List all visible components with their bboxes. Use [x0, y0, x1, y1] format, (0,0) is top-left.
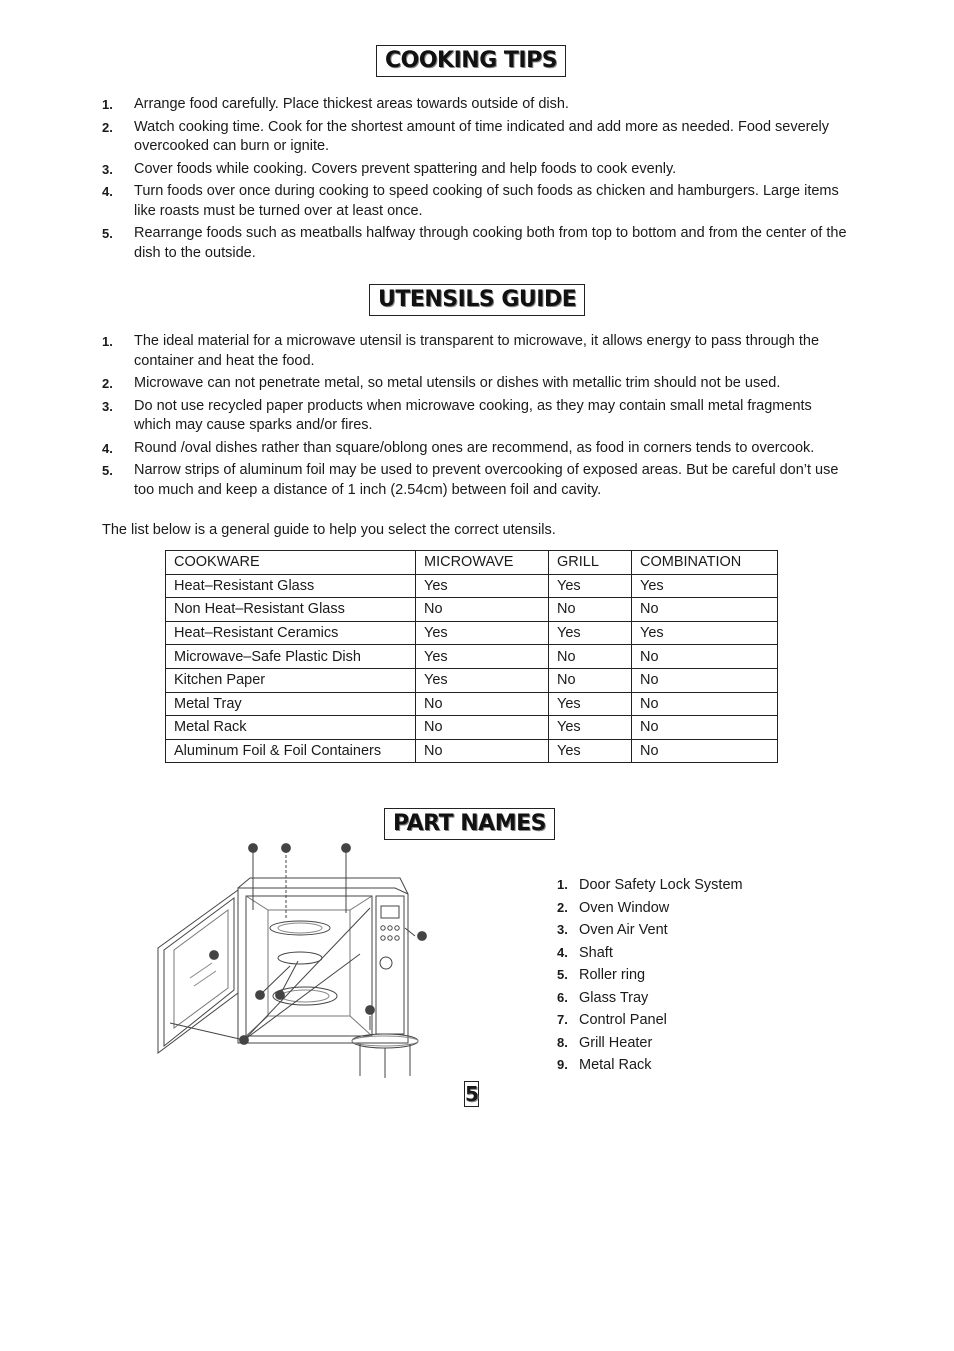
table-row	[166, 574, 778, 598]
table-cell: Heat–Resistant Glass	[166, 574, 416, 598]
table-cell: Yes	[549, 739, 632, 763]
table-cell: Yes	[632, 574, 778, 598]
svg-text:1: 1	[241, 1036, 247, 1045]
list-item: 9. Metal Rack	[557, 1057, 652, 1073]
list-item: 4. Shaft	[557, 944, 613, 961]
list-item: 1. Door Safety Lock System	[557, 877, 743, 893]
list-item: 4. Turn foods over once during cooking to speed cooking of such foods as chicken and hamburgers. Large items like roasts must be turned over at least once.	[102, 183, 839, 219]
table-cell: Metal Tray	[166, 692, 416, 716]
utensils-intro: The list below is a general guide to help you select the correct utensils.	[102, 522, 556, 538]
svg-text:7: 7	[419, 932, 425, 941]
table-cell: No	[549, 598, 632, 622]
table-row	[166, 598, 778, 622]
list-item: 3. Oven Air Vent	[557, 922, 668, 938]
utensils-guide-list	[102, 332, 847, 503]
list-item: 7. Control Panel	[557, 1012, 667, 1028]
list-item: 2. Microwave can not penetrate metal, so metal utensils or dishes with metallic trim should not be used.	[102, 375, 781, 391]
table-cell: Yes	[632, 621, 778, 645]
list-item: 3. Cover foods while cooking. Covers prevent spattering and help foods to cook evenly.	[102, 160, 677, 177]
list-item: 1. Arrange food carefully. Place thickest areas towards outside of dish.	[102, 96, 569, 112]
table-row	[166, 645, 778, 669]
table-cell: Non Heat–Resistant Glass	[166, 598, 416, 622]
svg-text:9: 9	[367, 1006, 373, 1015]
table-cell: No	[632, 739, 778, 763]
svg-text:8: 8	[250, 844, 256, 853]
table-cell: Aluminum Foil & Foil Containers	[166, 739, 416, 763]
table-cell: No	[549, 668, 632, 692]
table-cell: No	[632, 668, 778, 692]
table-cell: No	[549, 645, 632, 669]
utensils-guide-heading: UTENSILS GUIDE	[369, 284, 585, 316]
microwave-diagram	[150, 838, 440, 1083]
table-cell: Microwave–Safe Plastic Dish	[166, 645, 416, 669]
list-item: 5. Rearrange foods such as meatballs halfway through cooking both from top to bottom and from the center of the dish to the outside.	[102, 225, 847, 261]
list-item: 5. Roller ring	[557, 967, 646, 983]
table-cell: No	[632, 645, 778, 669]
part-names-heading: PART NAMES	[384, 808, 555, 840]
svg-text:3: 3	[343, 844, 349, 853]
list-item: 6. Glass Tray	[557, 989, 649, 1006]
table-header-cell: MICROWAVE	[416, 551, 549, 575]
table-cell: Yes	[416, 621, 549, 645]
page-number: 5	[465, 1082, 479, 1106]
table-cell: Yes	[549, 692, 632, 716]
table-cell: Yes	[416, 645, 549, 669]
table-header-cell: COOKWARE	[166, 551, 416, 575]
table-cell: Yes	[416, 574, 549, 598]
list-item: 3. Do not use recycled paper products when microwave cooking, as they may contain small metal fragments which may cause sparks and/or fires.	[102, 397, 812, 433]
table-cell: Metal Rack	[166, 716, 416, 740]
table-cell: Heat–Resistant Ceramics	[166, 621, 416, 645]
table-cell: No	[416, 692, 549, 716]
list-item: 1. The ideal material for a microwave utensil is transparent to microwave, it allows energy to pass through the container and heat the food.	[102, 333, 820, 369]
part-names-list	[557, 874, 743, 1077]
svg-text:6: 6	[283, 844, 289, 853]
table-cell: Yes	[549, 716, 632, 740]
table-cell: No	[632, 716, 778, 740]
table-cell: Kitchen Paper	[166, 668, 416, 692]
table-cell: No	[416, 716, 549, 740]
table-row	[166, 692, 778, 716]
table-cell: Yes	[416, 668, 549, 692]
table-row	[166, 716, 778, 740]
table-cell: No	[632, 692, 778, 716]
table-row	[166, 668, 778, 692]
svg-text:5: 5	[257, 991, 263, 1000]
cooking-tips-heading: COOKING TIPS	[376, 45, 566, 77]
list-item: 5. Narrow strips of aluminum foil may be used to prevent overcooking of exposed areas. But be careful don’t use too much and keep a distance of 1 inch (2.54cm) between foil and cavity.	[102, 462, 839, 498]
svg-text:4: 4	[277, 991, 283, 1000]
table-cell: No	[632, 598, 778, 622]
list-item: 8. Grill Heater	[557, 1034, 653, 1051]
cooking-tips-list	[102, 95, 847, 266]
list-item: 4. Round /oval dishes rather than square/oblong ones are recommend, as food in corners tends to overcook.	[102, 439, 815, 456]
list-item: 2. Watch cooking time. Cook for the shortest amount of time indicated and add more as needed. Food severely overcooked can burn or ignite.	[102, 118, 830, 154]
table-cell: Yes	[549, 574, 632, 598]
table-header-cell: GRILL	[549, 551, 632, 575]
utensils-table	[165, 550, 778, 763]
table-row	[166, 739, 778, 763]
table-cell: No	[416, 598, 549, 622]
svg-text:2: 2	[211, 951, 217, 960]
list-item: 2. Oven Window	[557, 899, 670, 916]
table-header-row	[166, 551, 778, 575]
table-cell: No	[416, 739, 549, 763]
table-row	[166, 621, 778, 645]
table-cell: Yes	[549, 621, 632, 645]
table-header-cell: COMBINATION	[632, 551, 778, 575]
